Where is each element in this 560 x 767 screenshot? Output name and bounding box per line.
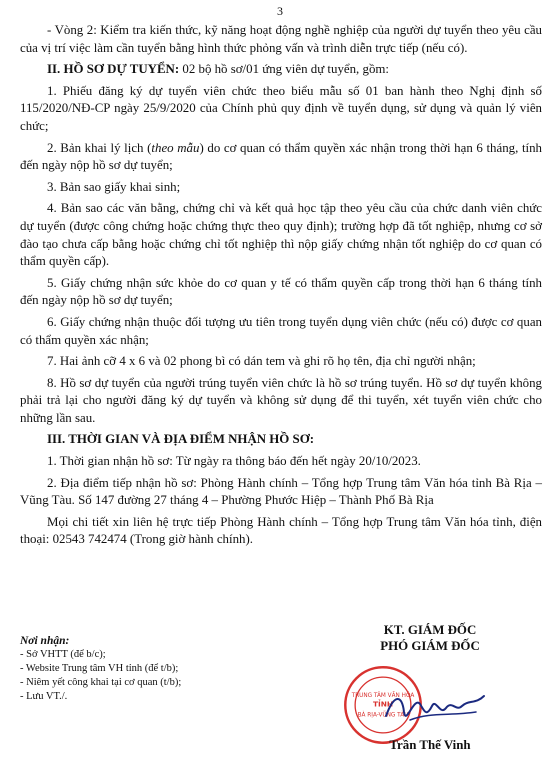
paragraph: 5. Giấy chứng nhận sức khỏe do cơ quan y tế có thẩm quyền cấp trong thời hạn 6 tháng tính đến ngày nộp hồ sơ dự tuyển;: [20, 275, 542, 308]
signature-area: [20, 622, 542, 762]
seal-text-top: TRUNG TÂM VĂN HÓA: [351, 692, 415, 699]
section-heading: [20, 431, 542, 449]
paragraph: 6. Giấy chứng nhận thuộc đối tượng ưu tiên trong tuyển dụng viên chức (nếu có) được cơ quan có thẩm quyền xác nhận;: [20, 314, 542, 347]
paragraph-segment: theo mẫu: [151, 140, 200, 155]
paragraph: 8. Hồ sơ dự tuyển của người trúng tuyển viên chức là hồ sơ trúng tuyển. Hồ sơ dự tuyển không phải trả lại cho người đăng ký dự tuyển và không sử dụng để thi tuyển, xét tuyển viên chức cho những lần sau.: [20, 375, 542, 425]
page-number: 3: [277, 4, 283, 18]
paragraph-segment: 2. Bản khai lý lịch (: [47, 140, 152, 155]
signer-position-line2: PHÓ GIÁM ĐỐC: [380, 639, 480, 653]
signature-block: [320, 622, 540, 654]
signer-name: Trần Thế Vinh: [389, 738, 471, 752]
seal-text-mid: TỈNH: [372, 699, 394, 709]
recipient-item: - Sở VHTT (để b/c);: [20, 649, 106, 660]
paragraph: Mọi chi tiết xin liên hệ trực tiếp Phòng Hành chính – Tổng hợp Trung tâm Văn hóa tỉnh, điện thoại: 02543 742474 (Trong giờ hành chính).: [20, 514, 542, 547]
paragraph: [20, 140, 542, 175]
paragraph: - Vòng 2: Kiểm tra kiến thức, kỹ năng hoạt động nghề nghiệp của người dự tuyển theo yêu cầu của vị trí việc làm cần tuyển bằng hình thức phỏng vấn và trình diễn trực tiếp (nếu có).: [20, 23, 542, 55]
section-heading: [20, 61, 542, 79]
document-body: [20, 22, 542, 553]
recipient-item: - Niêm yết công khai tại cơ quan (t/b);: [20, 677, 182, 688]
paragraph-segment: ) do cơ quan có thẩm quyền xác nhận trong thời hạn 6 tháng, tính đến ngày nộp hồ sơ dự tuyển;: [20, 140, 543, 173]
recipient-item: - Lưu VT./.: [20, 691, 68, 702]
recipient-item: - Website Trung tâm VH tỉnh (để t/b);: [20, 663, 179, 674]
recipients-title: Nơi nhận:: [20, 635, 70, 647]
paragraph: 7. Hai ảnh cỡ 4 x 6 và 02 phong bì có dán tem và ghi rõ họ tên, địa chỉ người nhận;: [47, 354, 476, 369]
seal-text-bottom: BÀ RỊA-VŨNG TÀU: [357, 712, 409, 719]
handwritten-signature: [380, 682, 490, 732]
section-heading-title: II. HỒ SƠ DỰ TUYỂN:: [47, 62, 180, 77]
paragraph: 1. Phiếu đăng ký dự tuyển viên chức theo biểu mẫu số 01 ban hành theo Nghị định số 115/2020/NĐ-CP ngày 25/9/2020 của Chính phủ quy định về tuyển dụng, sử dụng và quản lý viên chức;: [20, 83, 542, 133]
recipients-block: [20, 634, 290, 704]
section-heading-rest: 02 bộ hồ sơ/01 ứng viên dự tuyển, gồm:: [179, 62, 390, 77]
paragraph: 2. Địa điểm tiếp nhận hồ sơ: Phòng Hành chính – Tổng hợp Trung tâm Văn hóa tỉnh Bà Rịa – Vũng Tàu. Số 147 đường 27 tháng 4 – Phường Phước Hiệp – Thành Phố Bà Rịa: [20, 475, 542, 508]
paragraph: 3. Bản sao giấy khai sinh;: [47, 179, 181, 194]
paragraph: 4. Bản sao các văn bằng, chứng chỉ và kết quả học tập theo yêu cầu của chức danh viên chức dự tuyển (được công chứng hoặc chứng thực theo quy định); trường hợp đã tốt nghiệp, nhưng cơ sở đào tạo chưa cấp bằng hoặc chứng chỉ tốt nghiệp thì nộp giấy chứng nhận tốt nghiệp do cơ quan có thẩm quyền cấp).: [20, 201, 542, 269]
signer-position-line1: KT. GIÁM ĐỐC: [383, 623, 477, 637]
section-heading-title: III. THỜI GIAN VÀ ĐỊA ĐIỂM NHẬN HỒ SƠ:: [47, 432, 315, 447]
paragraph: 1. Thời gian nhận hồ sơ: Từ ngày ra thông báo đến hết ngày 20/10/2023.: [47, 454, 421, 469]
